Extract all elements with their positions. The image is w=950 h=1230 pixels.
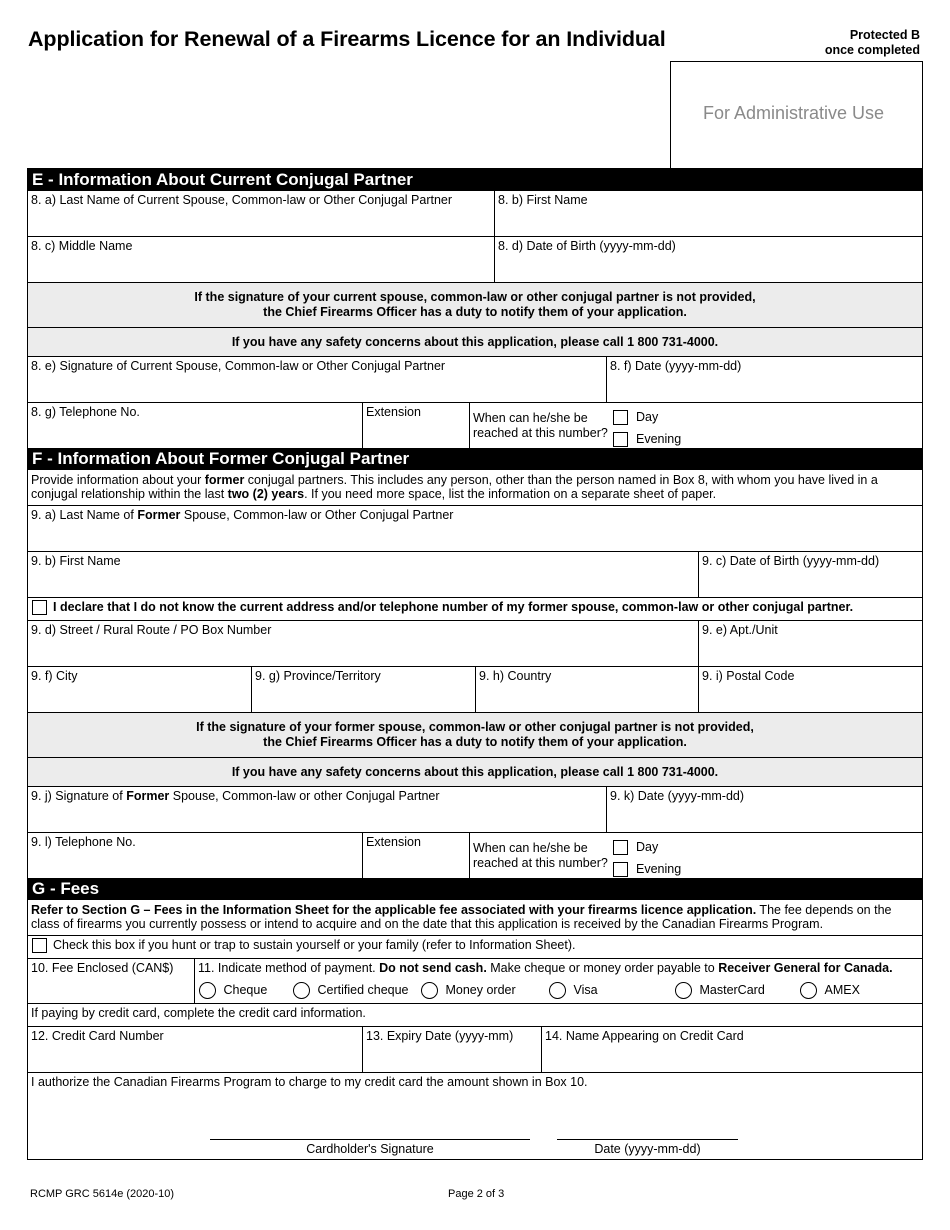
signature-date-line[interactable]: Date (yyyy-mm-dd) — [557, 1139, 738, 1157]
declare-label: I declare that I do not know the current address and/or telephone number of my former spouse, common-law or other conjugal partner. — [53, 600, 854, 614]
postal-code-field[interactable]: 9. i) Postal Code — [698, 667, 922, 712]
page-title: Application for Renewal of a Firearms Licence for an Individual — [28, 27, 666, 51]
authorize-row — [28, 1072, 922, 1159]
fee-enclosed-field[interactable]: 10. Fee Enclosed (CAN$) — [31, 961, 174, 975]
row-8cd — [28, 236, 922, 282]
method-bold: Do not send cash. — [379, 961, 487, 975]
safety-former — [28, 757, 922, 786]
safety-current — [28, 327, 922, 356]
last-name-former-field[interactable] — [28, 506, 922, 551]
section-e-header: E - Information About Current Conjugal Partner — [28, 169, 922, 191]
money-order-radio[interactable] — [421, 982, 438, 999]
visa-option — [549, 982, 598, 999]
province-field[interactable]: 9. g) Province/Territory — [251, 667, 475, 712]
date-current-field[interactable]: 8. f) Date (yyyy-mm-dd) — [606, 357, 922, 402]
notice-current-line2: the Chief Firearms Officer has a duty to notify them of your application. — [263, 305, 687, 319]
intro-text: conjugal partners. This includes any person, other than the person named in Box 8, with whom you have lived in a conjugal relationship within the last — [31, 473, 878, 501]
money-order-label: Money order — [445, 982, 516, 997]
row-12-14 — [28, 1026, 922, 1072]
day-label: Day — [636, 409, 659, 424]
hunt-label: Check this box if you hunt or trap to sustain yourself or your family (refer to Information Sheet). — [53, 938, 576, 952]
evening-option — [613, 428, 681, 450]
method-text: 11. Indicate method of payment. — [198, 961, 380, 975]
row-9de — [28, 620, 922, 666]
mastercard-radio[interactable] — [675, 982, 692, 999]
evening-label: Evening — [636, 861, 682, 876]
credit-note-row — [28, 1003, 922, 1026]
declare-row — [28, 597, 922, 620]
row-9a — [28, 505, 922, 551]
payment-method — [194, 959, 922, 1003]
row-8ef — [28, 356, 922, 402]
notice-current — [28, 282, 922, 327]
label-bold: Former — [126, 789, 170, 803]
cheque-radio[interactable] — [199, 982, 216, 999]
intro-text: Provide information about your — [31, 473, 205, 487]
last-name-current-field[interactable]: 8. a) Last Name of Current Spouse, Common-law or Other Conjugal Partner — [31, 193, 453, 207]
row-8g — [28, 402, 922, 448]
evening-checkbox[interactable] — [613, 862, 628, 877]
label-text: Spouse, Common-law or Other Conjugal Partner — [180, 508, 454, 522]
first-name-former-field[interactable]: 9. b) First Name — [31, 554, 121, 568]
signature-current-field[interactable]: 8. e) Signature of Current Spouse, Common-law or Other Conjugal Partner — [31, 359, 446, 373]
row-8ab — [28, 191, 922, 236]
extension-former-field[interactable]: Extension — [362, 833, 469, 878]
credit-note: If paying by credit card, complete the credit card information. — [31, 1006, 366, 1020]
cheque-option — [199, 982, 267, 999]
amex-radio[interactable] — [800, 982, 817, 999]
day-checkbox[interactable] — [613, 840, 628, 855]
apt-field[interactable]: 9. e) Apt./Unit — [698, 621, 922, 666]
notice-current-line1: If the signature of your current spouse, common-law or other conjugal partner is not provided, — [194, 290, 756, 304]
mastercard-option — [675, 982, 765, 999]
label-text: 9. a) Last Name of — [31, 508, 138, 522]
country-field[interactable]: 9. h) Country — [475, 667, 698, 712]
amex-option — [800, 982, 860, 999]
certified-cheque-label: Certified cheque — [317, 982, 409, 997]
dob-former-field[interactable]: 9. c) Date of Birth (yyyy-mm-dd) — [698, 552, 922, 597]
method-text: Make cheque or money order payable to — [486, 961, 719, 975]
former-intro — [28, 470, 922, 505]
safety-notice: If you have any safety concerns about this application, please call 1 800 731-4000. — [28, 758, 922, 786]
telephone-current-field[interactable]: 8. g) Telephone No. — [31, 405, 140, 419]
fees-intro — [28, 900, 922, 935]
signature-former-field[interactable] — [28, 787, 606, 832]
reach-label-line1: When can he/she be — [473, 841, 588, 855]
money-order-option — [421, 982, 516, 999]
row-9l — [28, 832, 922, 878]
row-10-11 — [28, 958, 922, 1003]
notice-former-line2: the Chief Firearms Officer has a duty to notify them of your application. — [263, 735, 687, 749]
first-name-current-field[interactable]: 8. b) First Name — [494, 191, 922, 236]
city-field[interactable]: 9. f) City — [31, 669, 78, 683]
name-on-card-field[interactable]: 14. Name Appearing on Credit Card — [541, 1027, 922, 1072]
authorize-text: I authorize the Canadian Firearms Program to charge to my credit card the amount shown in Box 10. — [31, 1075, 588, 1089]
admin-use-box — [670, 61, 923, 168]
reach-former — [469, 833, 922, 878]
certified-cheque-option — [293, 982, 409, 999]
cheque-label: Cheque — [223, 982, 268, 997]
extension-current-field[interactable]: Extension — [362, 403, 469, 448]
reach-label-line1: When can he/she be — [473, 411, 588, 425]
street-field[interactable]: 9. d) Street / Rural Route / PO Box Number — [31, 623, 272, 637]
hunt-row — [28, 935, 922, 958]
label-text: 9. j) Signature of — [31, 789, 127, 803]
cardholder-signature-line[interactable]: Cardholder's Signature — [210, 1139, 530, 1157]
day-option — [613, 836, 681, 858]
declare-checkbox[interactable] — [32, 600, 47, 615]
protected-line1: Protected B — [849, 28, 920, 42]
mastercard-label: MasterCard — [699, 982, 765, 997]
label-text: Spouse, Common-law or other Conjugal Partner — [169, 789, 440, 803]
intro-text: . If you need more space, list the information on a separate sheet of paper. — [304, 487, 717, 501]
admin-use-label: For Administrative Use — [703, 103, 885, 123]
notice-former-line1: If the signature of your former spouse, common-law or other conjugal partner is not provided, — [196, 720, 754, 734]
section-g-header: G - Fees — [28, 878, 922, 900]
evening-checkbox[interactable] — [613, 432, 628, 447]
protected-label — [825, 28, 920, 58]
reach-label-line2: reached at this number? — [473, 856, 608, 870]
protected-line2: once completed — [824, 43, 920, 57]
notice-former — [28, 712, 922, 757]
page-number: Page 2 of 3 — [448, 1188, 505, 1200]
fees-intro-bold: Refer to Section G – Fees in the Information Sheet for the applicable fee associated with your firearms licence application. — [31, 903, 757, 917]
method-bold: Receiver General for Canada. — [718, 961, 893, 975]
label-bold: Former — [137, 508, 181, 522]
day-label: Day — [636, 839, 659, 854]
safety-notice: If you have any safety concerns about this application, please call 1 800 731-4000. — [28, 328, 922, 356]
dob-current-field[interactable]: 8. d) Date of Birth (yyyy-mm-dd) — [494, 237, 922, 282]
form-id: RCMP GRC 5614e (2020-10) — [30, 1188, 175, 1200]
row-9bc — [28, 551, 922, 597]
evening-option — [613, 858, 681, 880]
hunt-checkbox[interactable] — [32, 938, 47, 953]
intro-bold: former — [204, 473, 245, 487]
card-number-field[interactable]: 12. Credit Card Number — [31, 1029, 164, 1043]
amex-label: AMEX — [824, 982, 860, 997]
row-9jk — [28, 786, 922, 832]
visa-radio[interactable] — [549, 982, 566, 999]
date-former-field[interactable]: 9. k) Date (yyyy-mm-dd) — [606, 787, 922, 832]
reach-label-line2: reached at this number? — [473, 426, 608, 440]
section-f-header: F - Information About Former Conjugal Partner — [28, 448, 922, 470]
fees-intro-text: The fee depends on the class of firearms you currently possess or intend to acquire and on the date that this application is received by the Canadian Firearms Program. — [31, 903, 892, 931]
telephone-former-field[interactable]: 9. l) Telephone No. — [31, 835, 136, 849]
intro-bold: two (2) years — [227, 487, 305, 501]
evening-label: Evening — [636, 431, 682, 446]
application-form — [27, 168, 923, 1160]
middle-name-field[interactable]: 8. c) Middle Name — [31, 239, 133, 253]
visa-label: Visa — [573, 982, 598, 997]
reach-current — [469, 403, 922, 448]
day-checkbox[interactable] — [613, 410, 628, 425]
expiry-date-field[interactable]: 13. Expiry Date (yyyy-mm) — [362, 1027, 541, 1072]
day-option — [613, 406, 681, 428]
certified-cheque-radio[interactable] — [293, 982, 310, 999]
row-9fghi — [28, 666, 922, 712]
